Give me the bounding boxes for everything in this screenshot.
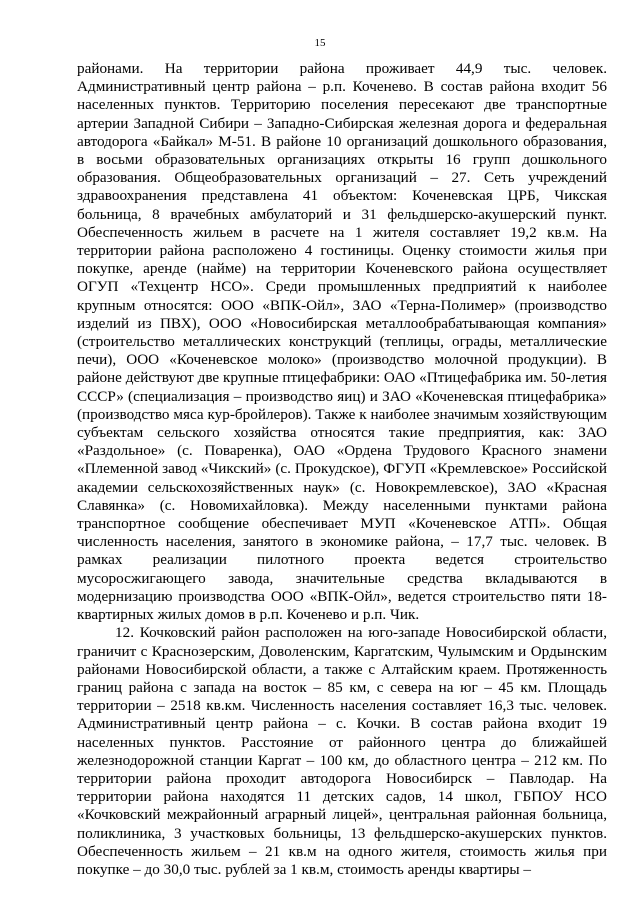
body-text <box>77 60 607 879</box>
paragraph-kochenevsky-district: районами. На территории района проживает 44,9 тыс. человек. Административный центр района – р.п. Коченево. В состав района входит 56 населенных пунктов. Территорию поселения пересекают две транспортные артерии Западной Сибири – Западно-Сибирская железная дорога и федеральная автодорога «Байкал» М-51. В районе 10 организаций дошкольного образования, в восьми образовательных организациях открыты 16 групп дошкольного образования. Общеобразовательных организаций – 27. Сеть учреждений здравоохранения представлена 41 объектом: Коченевская ЦРБ, Чикская больница, 8 врачебных амбулаторий и 31 фельдшерско-акушерский пункт. Обеспеченность жильем в расчете на 1 жителя составляет 19,2 кв.м. На территории района расположено 4 гостиницы. Оценку стоимости жилья при покупке, аренде (найме) на территории Коченевского района осуществляет ОГУП «Техцентр НСО». Среди промышленных предприятий к наиболее крупным относятся: ООО «ВПК-Ойл», ЗАО «Терна-Полимер» (производство изделий из ПВХ), ООО «Новосибирская металлообрабатывающая компания» (строительство металлических конструкций (теплицы, ограды, металлические печи), ООО «Коченевское молоко» (производство молочной продукции). В районе действуют две крупные птицефабрики: ОАО «Птицефабрика им. 50-летия СССР» (специализация – производство яиц) и ЗАО «Коченевская птицефабрика» (производство мяса кур-бройлеров). Также к наиболее значимым хозяйствующим субъектам сельского хозяйства относятся такие предприятия, как: ЗАО «Раздольное» (с. Поваренка), ОАО «Ордена Трудового Красного знамени «Племенной завод «Чикский» (с. Прокудское), ФГУП «Кремлевское» Российской академии сельскохозяйственных наук» (с. Новокремлевское), ЗАО «Красная Славянка» (с. Новомихайловка). Между населенными пунктами района транспортное сообщение обеспечивает МУП «Коченевское АТП». Общая численность населения, занятого в экономике района, – 17,7 тыс. человек. В рамках реализации пилотного проекта ведется строительство мусоросжигающего завода, значительные средства вкладываются в модернизацию производства ООО «ВПК-Ойл», ведется строительство пяти 18-квартирных жилых домов в р.п. Коченево и р.п. Чик. <box>77 60 607 624</box>
paragraph-kochkovsky-district: 12. Кочковский район расположен на юго-западе Новосибирской области, граничит с Краснозерским, Доволенским, Каргатским, Чулымским и Ордынским районами Новосибирской области, а также с Алтайским краем. Протяженность границ района с запада на восток – 85 км, с севера на юг – 45 км. Площадь территории – 2518 кв.км. Численность населения составляет 16,3 тыс. человек. Административный центр района – с. Кочки. В состав района входит 19 населенных пунктов. Расстояние от районного центра до ближайшей железнодорожной станции Каргат – 100 км, до областного центра – 212 км. По территории района проходит автодорога Новосибирск – Павлодар. На территории района находятся 11 детских садов, 14 школ, ГБПОУ НСО «Кочковский межрайонный аграрный лицей», центральная районная больница, поликлиника, 3 участковых больницы, 13 фельдшерско-акушерских пунктов. Обеспеченность жильем – 21 кв.м на одного жителя, стоимость жилья при покупке – до 30,0 тыс. рублей за 1 кв.м, стоимость аренды квартиры – <box>77 624 607 878</box>
page-number: 15 <box>314 37 326 49</box>
